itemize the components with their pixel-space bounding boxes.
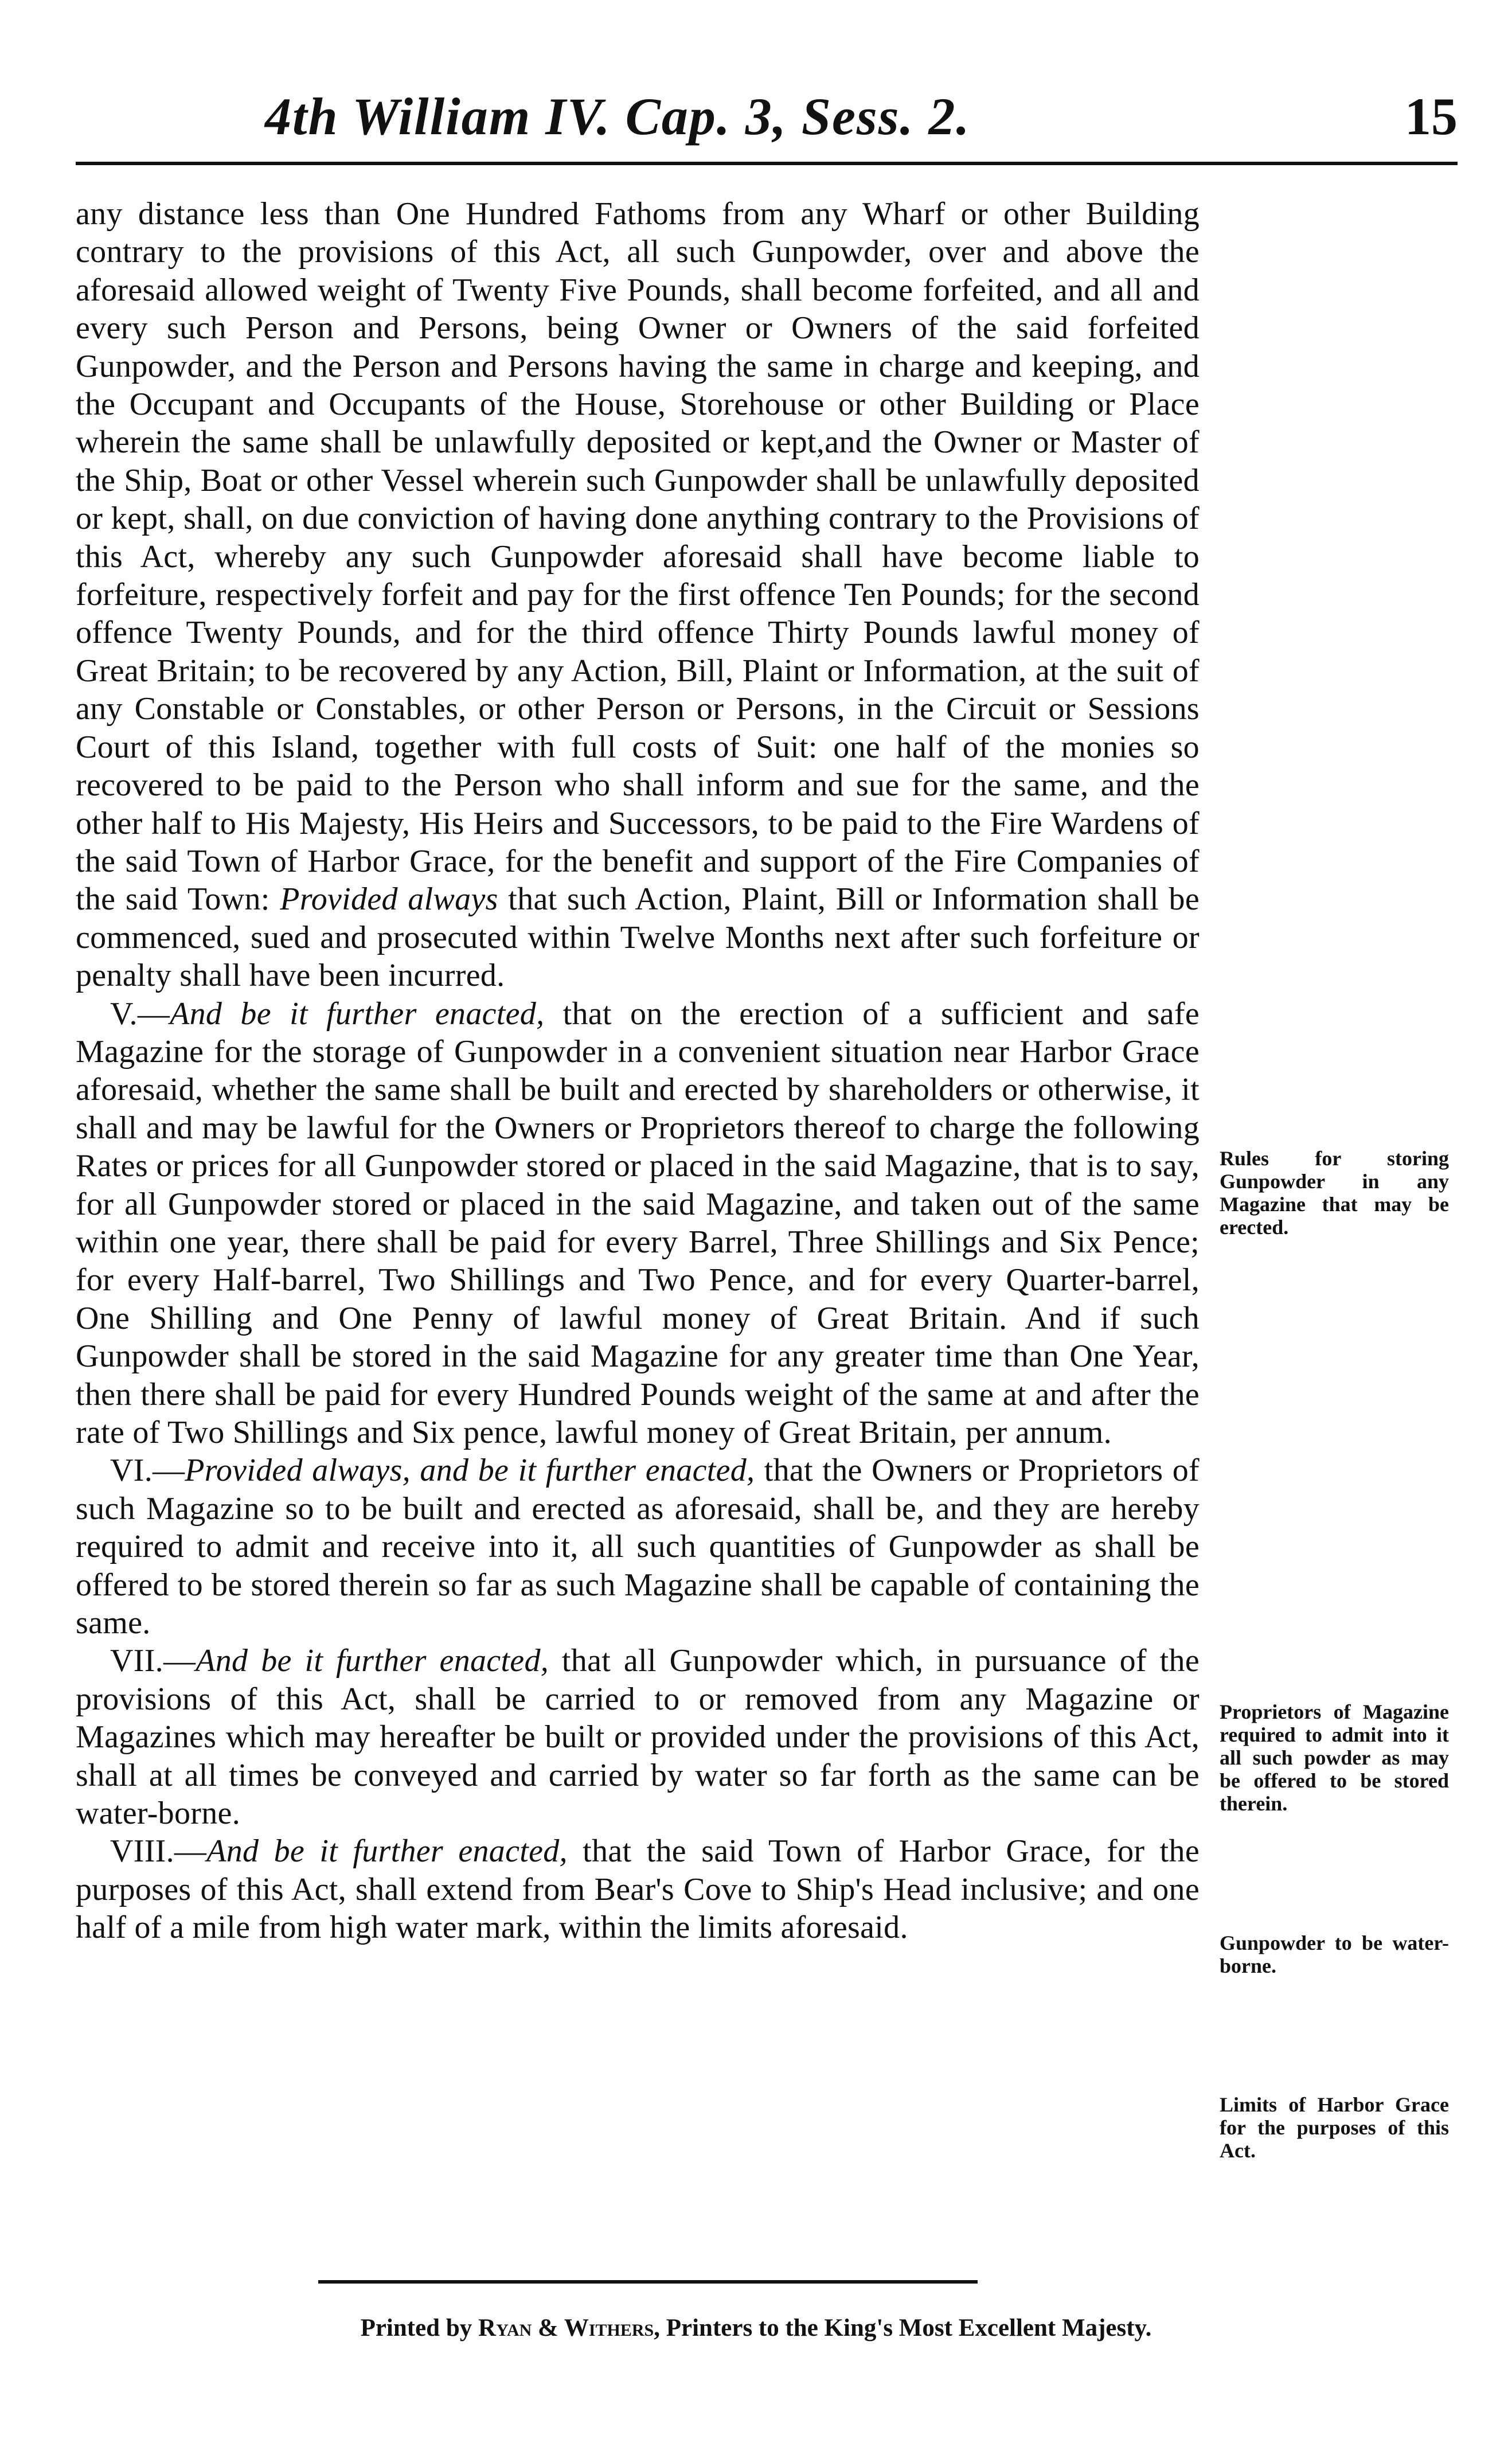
section-number: V.— <box>110 996 170 1032</box>
proviso-italic: Provided always <box>280 881 498 918</box>
section-text: that the Owners or Proprietors of such Magazine so to be built and erected as aforesaid, shall be, and they are hereby required to admit and receive into it, all such quantities of Gunpowder as shall be offered to be stored therein so far as such Magazine shall be capable of containing the same. <box>76 1453 1200 1641</box>
paragraph-tail: that such Action, Plaint, Bill or Information shall be commenced, sued and prosecuted within Twelve Months next after such forfeiture or penalty shall have been incurred. <box>76 881 1200 994</box>
footer-rule <box>318 2280 978 2284</box>
section-text: that the said Town of Harbor Grace, for the purposes of this Act, shall extend from Bear's Cove to Ship's Head inclusive; and one half of a mile from high water mark, within the limits aforesaid. <box>76 1833 1200 1946</box>
section-vi <box>76 1451 1200 1642</box>
enacting-clause: And be it further enacted, <box>170 996 545 1032</box>
margin-note-storing-rules: Rules for storing Gunpowder in any Magazine that may be erected. <box>1220 1147 1449 1239</box>
enacting-clause: And be it further enacted, <box>206 1833 568 1870</box>
running-title: 4th William IV. Cap. 3, Sess. 2. <box>265 87 971 146</box>
section-v <box>76 995 1200 1452</box>
section-number: VIII.— <box>110 1833 207 1870</box>
section-text: that all Gunpowder which, in pursuance of the provisions of this Act, shall be carried to or removed from any Magazine or Magazines which may hereafter be built or provided under the provisions of this Act, shall at all times be conveyed and carried by water so far forth as the same can be water-borne. <box>76 1643 1200 1832</box>
page-header <box>76 86 1458 149</box>
enacting-clause: And be it further enacted, <box>196 1643 549 1679</box>
section-vii <box>76 1642 1200 1832</box>
section-text: that on the erection of a sufficient and safe Magazine for the storage of Gunpowder in a convenient situation near Harbor Grace aforesaid, whether the same shall be built and erected by shareholders or otherwise, it shall and may be lawful for the Owners or Proprietors thereof to charge the following Rates or prices for all Gunpowder stored or placed in the said Magazine, that is to say, for all Gunpowder stored or placed in the said Magazine, and taken out of the same within one year, there shall be paid for every Barrel, Three Shillings and Six Pence; for every Half-barrel, Two Shillings and Two Pence, and for every Quarter-barrel, One Shilling and One Penny of lawful money of Great Britain. And if such Gunpowder shall be stored in the said Magazine for any greater time than One Year, then there shall be paid for every Hundred Pounds weight of the same at and after the rate of Two Shillings and Six pence, lawful money of Great Britain, per annum. <box>76 996 1200 1450</box>
header-rule <box>76 162 1458 165</box>
section-number: VII.— <box>110 1643 196 1679</box>
enacting-clause: Provided always, and be it further enacted, <box>185 1453 755 1489</box>
paragraph-continuation <box>76 195 1200 995</box>
margin-note-water-borne: Gunpowder to be water-borne. <box>1220 1931 1449 1977</box>
page-number: 15 <box>1405 87 1458 146</box>
section-number: VI.— <box>110 1453 185 1489</box>
imprint-prefix: Printed by <box>360 2315 479 2341</box>
margin-note-proprietors: Proprietors of Magazine required to admit into it all such powder as may be offered to be stored therein. <box>1220 1700 1449 1815</box>
margin-note-limits: Limits of Harbor Grace for the purposes of this Act. <box>1220 2093 1449 2162</box>
imprint-suffix: Printers to the King's Most Excellent Majesty. <box>659 2315 1152 2341</box>
paragraph-text: any distance less than One Hundred Fathoms from any Wharf or other Building contrary to the provisions of this Act, all such Gunpowder, over and above the aforesaid allowed weight of Twenty Five Pounds, shall become forfeited, and all and every such Person and Persons, being Owner or Owners of the said forfeited Gunpowder, and the Person and Persons having the same in charge and keeping, and the Occupant and Occupants of the House, Storehouse or other Building or Place wherein the same shall be unlawfully deposited or kept,and the Owner or Master of the Ship, Boat or other Vessel wherein such Gunpowder shall be unlawfully deposited or kept, shall, on due conviction of having done anything contrary to the Provisions of this Act, whereby any such Gunpowder aforesaid shall have become liable to forfeiture, respectively forfeit and pay for the first offence Ten Pounds; for the second offence Twenty Pounds, and for the third offence Thirty Pounds lawful money of Great Britain; to be recovered by any Action, Bill, Plaint or Information, at the suit of any Constable or Constables, or other Person or Persons, in the Circuit or Sessions Court of this Island, together with full costs of Suit: one half of the monies so recovered to be paid to the Person who shall inform and sue for the same, and the other half to His Majesty, His Heirs and Successors, to be paid to the Fire Wardens of the said Town of Harbor Grace, for the benefit and support of the Fire Companies of the said Town: <box>76 196 1200 918</box>
section-viii <box>76 1832 1200 1946</box>
printer-imprint <box>0 2314 1512 2342</box>
main-text <box>76 195 1200 1947</box>
printer-names: Ryan & Withers, <box>478 2315 660 2341</box>
